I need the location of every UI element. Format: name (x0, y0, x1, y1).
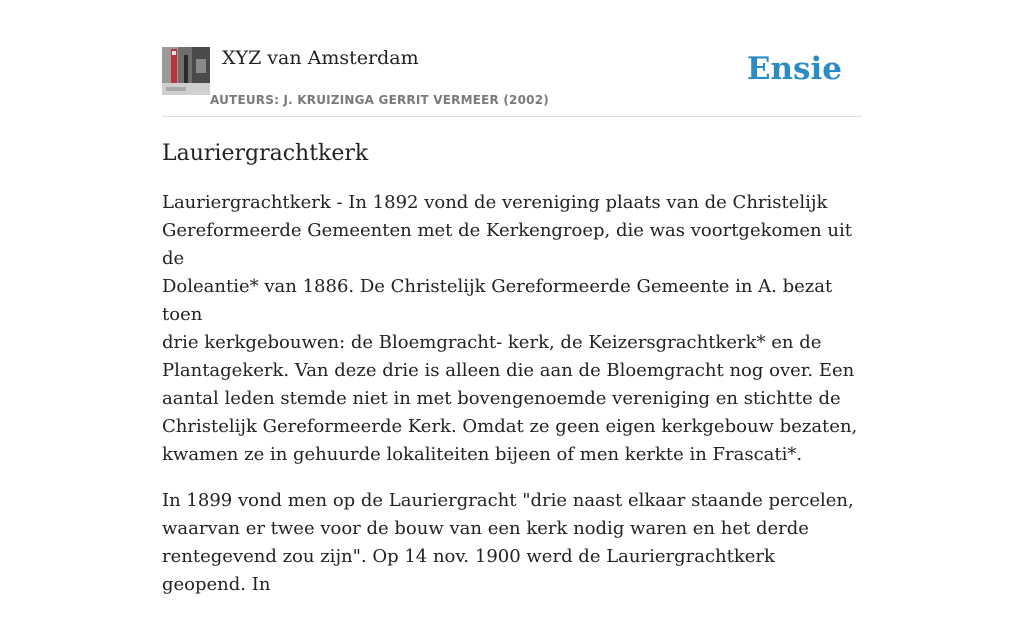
book-cover-image (162, 47, 210, 95)
ensie-logo-link[interactable]: Ensie (746, 51, 842, 87)
book-title[interactable]: XYZ van Amsterdam (222, 47, 419, 69)
article-paragraph: In 1899 vond men op de Lauriergracht "drie naast elkaar staande percelen, waarvan er twee voor de bouw van een kerk nodig waren en het derde rentegevend zou zijn". Op 14 nov. 1900 werd de Lauriergrachtkerk geopend. In (162, 490, 854, 595)
header (162, 46, 862, 117)
article-title: Lauriergrachtkerk (162, 141, 369, 166)
book-cover-avatar[interactable] (162, 47, 210, 95)
article-paragraph: Lauriergrachtkerk - In 1892 vond de vereniging plaats van de Christelijk Gereformeerde Gemeenten met de Kerkengroep, die was voortgekomen uit de Doleantie* van 1886. De Christelijk Gereformeerde Gemeente in A. bezat toen drie kerkgebouwen: de Bloemgracht- kerk, de Keizersgrachtkerk* en de Plantagekerk. Van deze drie is alleen die aan de Bloemgracht nog over. Een aantal leden stemde niet in met bovengenoemde vereniging en stichtte de Christelijk Gereformeerde Kerk. Omdat ze geen eigen kerkgebouw bezaten, kwamen ze in gehuurde lokaliteiten bijeen of men kerkte in Frascati*. (162, 192, 858, 465)
authors-line: AUTEURS: J. KRUIZINGA GERRIT VERMEER (2002) (210, 93, 549, 107)
article (162, 138, 862, 617)
